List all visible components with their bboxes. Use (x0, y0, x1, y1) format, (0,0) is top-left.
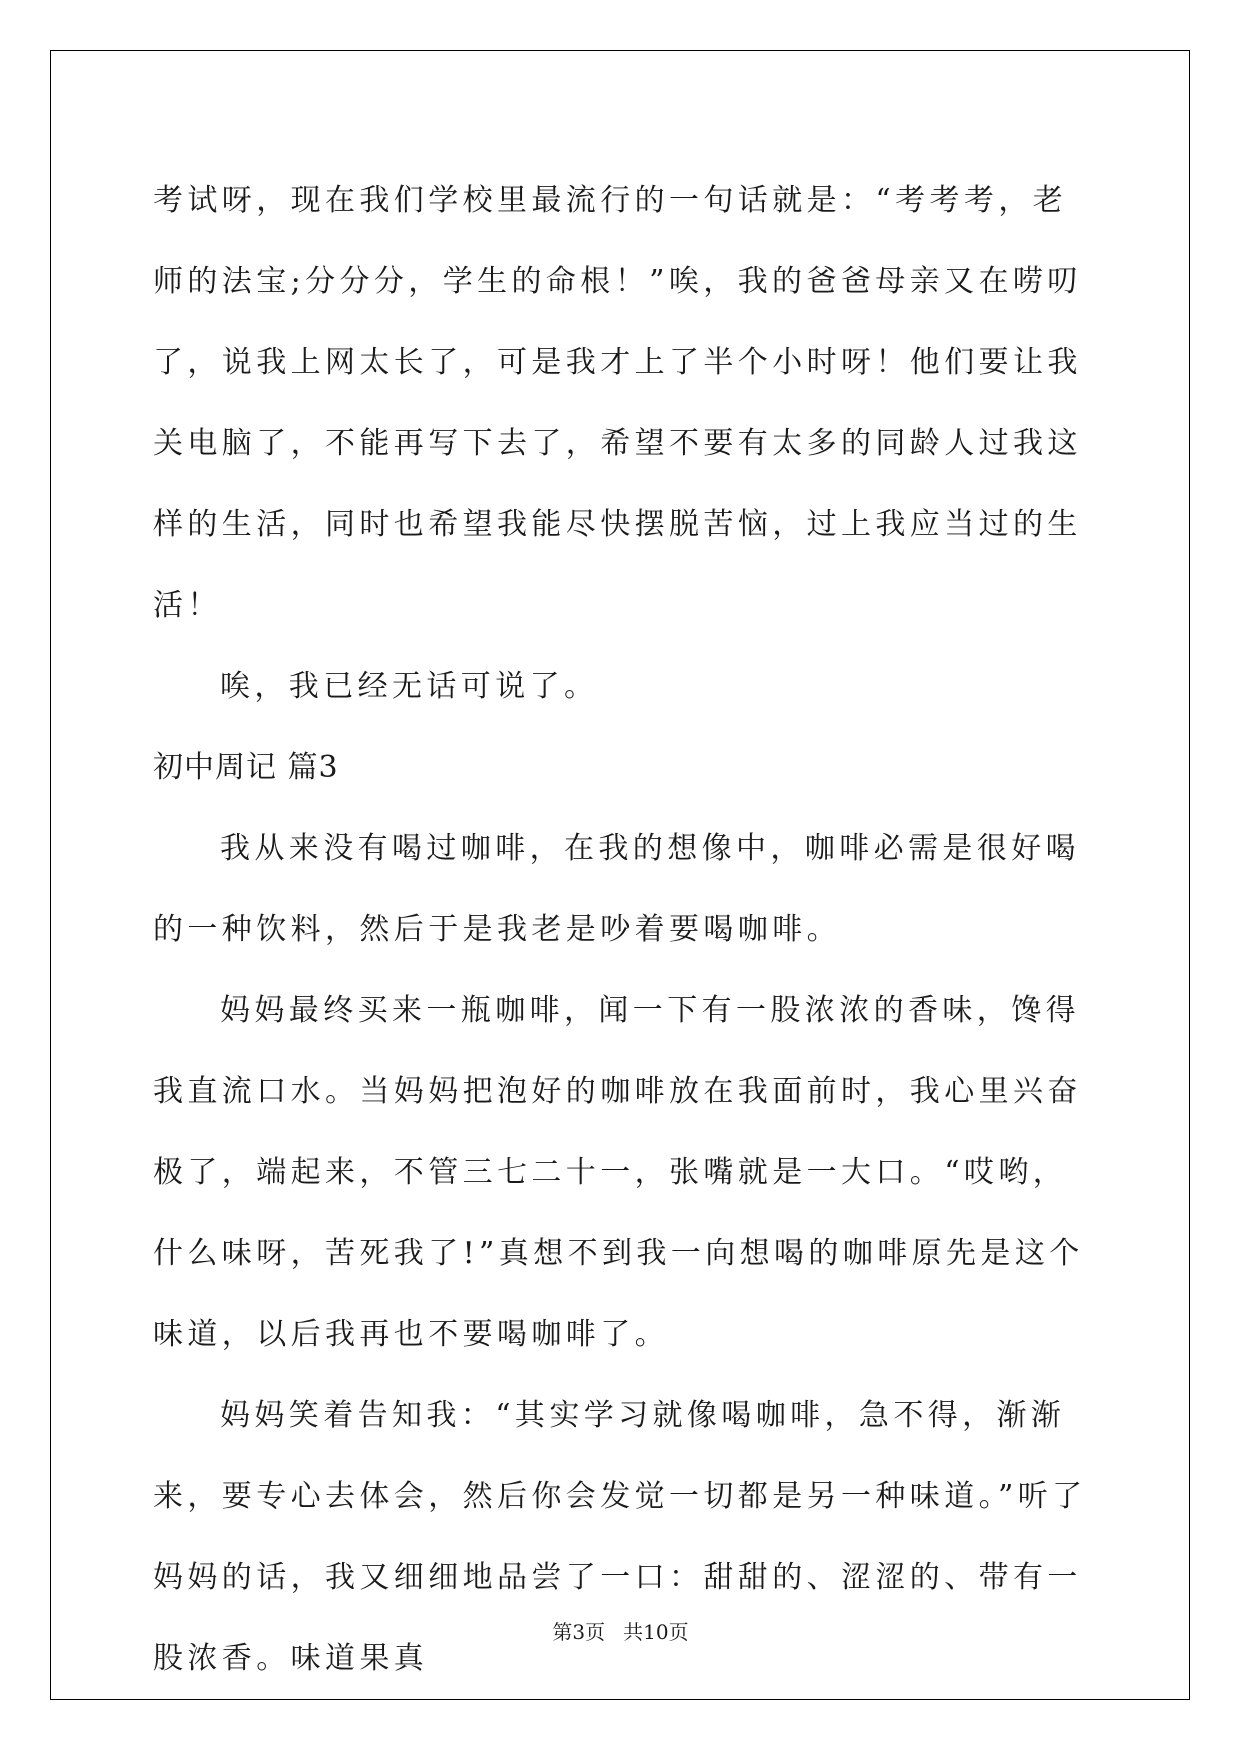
page-number: 第3页 (552, 1620, 606, 1644)
section-heading: 初中周记 篇3 (153, 750, 339, 785)
paragraph-coffee-intro: 我从来没有喝过咖啡，在我的想像中，咖啡必需是很好喝的一种饮料，然后于是我老是吵着要喝咖啡。 (153, 831, 1080, 947)
paragraph-coffee-taste: 妈妈最终买来一瓶咖啡，闻一下有一股浓浓的香味，馋得我直流口水。当妈妈把泡好的咖啡放在我面前时，我心里兴奋极了，端起来，不管三七二十一，张嘴就是一大口。“哎哟，什么味呀，苦死我了!”真想不到我一向想喝的咖啡原先是这个味道，以后我再也不要喝咖啡了。 (153, 993, 1084, 1352)
document-body (153, 160, 1093, 1699)
paragraph-mother-advice: 妈妈笑着告知我：“其实学习就像喝咖啡，急不得，渐渐来，要专心去体会，然后你会发觉一切都是另一种味道。”听了妈妈的话，我又细细地品尝了一口：甜甜的、涩涩的、带有一股浓香。味道果真 (153, 1398, 1087, 1676)
page-footer (0, 1616, 1241, 1645)
paragraph-continued: 考试呀，现在我们学校里最流行的一句话就是：“考考考，老师的法宝;分分分，学生的命根！”唉，我的爸爸母亲又在唠叨了，说我上网太长了，可是我才上了半个小时呀！他们要让我关电脑了，不能再写下去了，希望不要有太多的同龄人过我这样的生活，同时也希望我能尽快摆脱苦恼，过上我应当过的生活！ (153, 183, 1082, 623)
page-total: 共10页 (623, 1620, 689, 1644)
paragraph-sigh: 唉，我已经无话可说了。 (220, 669, 599, 704)
